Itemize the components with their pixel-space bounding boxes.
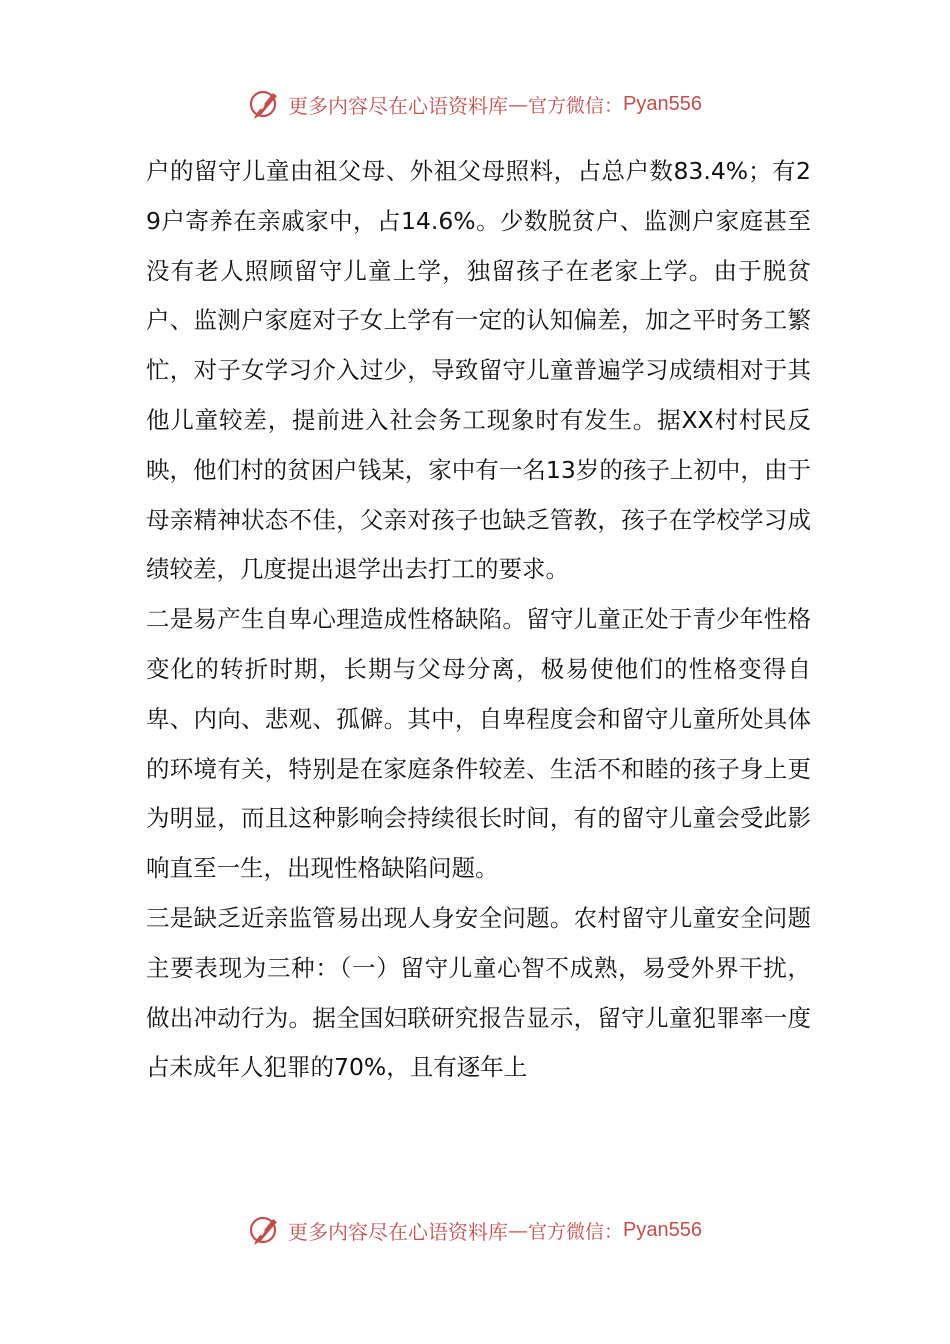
pen-logo-icon: [248, 87, 282, 121]
paragraph-3: 三是缺乏近亲监管易出现人身安全问题。农村留守儿童安全问题主要表现为三种：（一）留守儿童心智不成熟，易受外界干扰，做出冲动行为。据全国妇联研究报告显示，留守儿童犯罪率一度占未成年人犯罪的70%，且有逐年上: [146, 903, 811, 1082]
banner-wechat-id: Pyan556: [623, 92, 702, 115]
paragraph-1: 户的留守儿童由祖父母、外祖父母照料，占总户数83.4%；有29户寄养在亲戚家中，占14.6%。少数脱贫户、监测户家庭甚至没有老人照顾留守儿童上学，独留孩子在老家上学。由于脱贫户、监测户家庭对子女上学有一定的认知偏差，加之平时务工繁忙，对子女学习介入过少，导致留守儿童普遍学习成绩相对于其他儿童较差，提前进入社会务工现象时有发生。据XX村村民反映，他们村的贫困户钱某，家中有一名13岁的孩子上初中，由于母亲精神状态不佳，父亲对孩子也缺乏管教，孩子在学校学习成绩较差，几度提出退学出去打工的要求。: [146, 157, 811, 584]
banner-text: 更多内容尽在心语资料库: [288, 93, 508, 118]
pen-logo-icon: [248, 1213, 282, 1247]
banner-label: 官方微信：: [528, 94, 624, 117]
banner-label: 官方微信：: [528, 1220, 624, 1243]
paragraph-2: 二是易产生自卑心理造成性格缺陷。留守儿童正处于青少年性格变化的转折时期，长期与父母分离，极易使他们的性格变得自卑、内向、悲观、孤僻。其中，自卑程度会和留守儿童所处具体的环境有关，特别是在家庭条件较差、生活不和睦的孩子身上更为明显，而且这种影响会持续很长时间，有的留守儿童会受此影响直至一生，出现性格缺陷问题。: [146, 605, 811, 883]
document-body: [146, 147, 811, 1093]
banner-wechat-id: Pyan556: [623, 1218, 702, 1241]
banner-separator: —: [508, 1218, 528, 1242]
footer-banner: [0, 1210, 950, 1250]
banner-separator: —: [508, 92, 528, 116]
banner-text: 更多内容尽在心语资料库: [288, 1219, 508, 1244]
header-banner: [0, 84, 950, 124]
